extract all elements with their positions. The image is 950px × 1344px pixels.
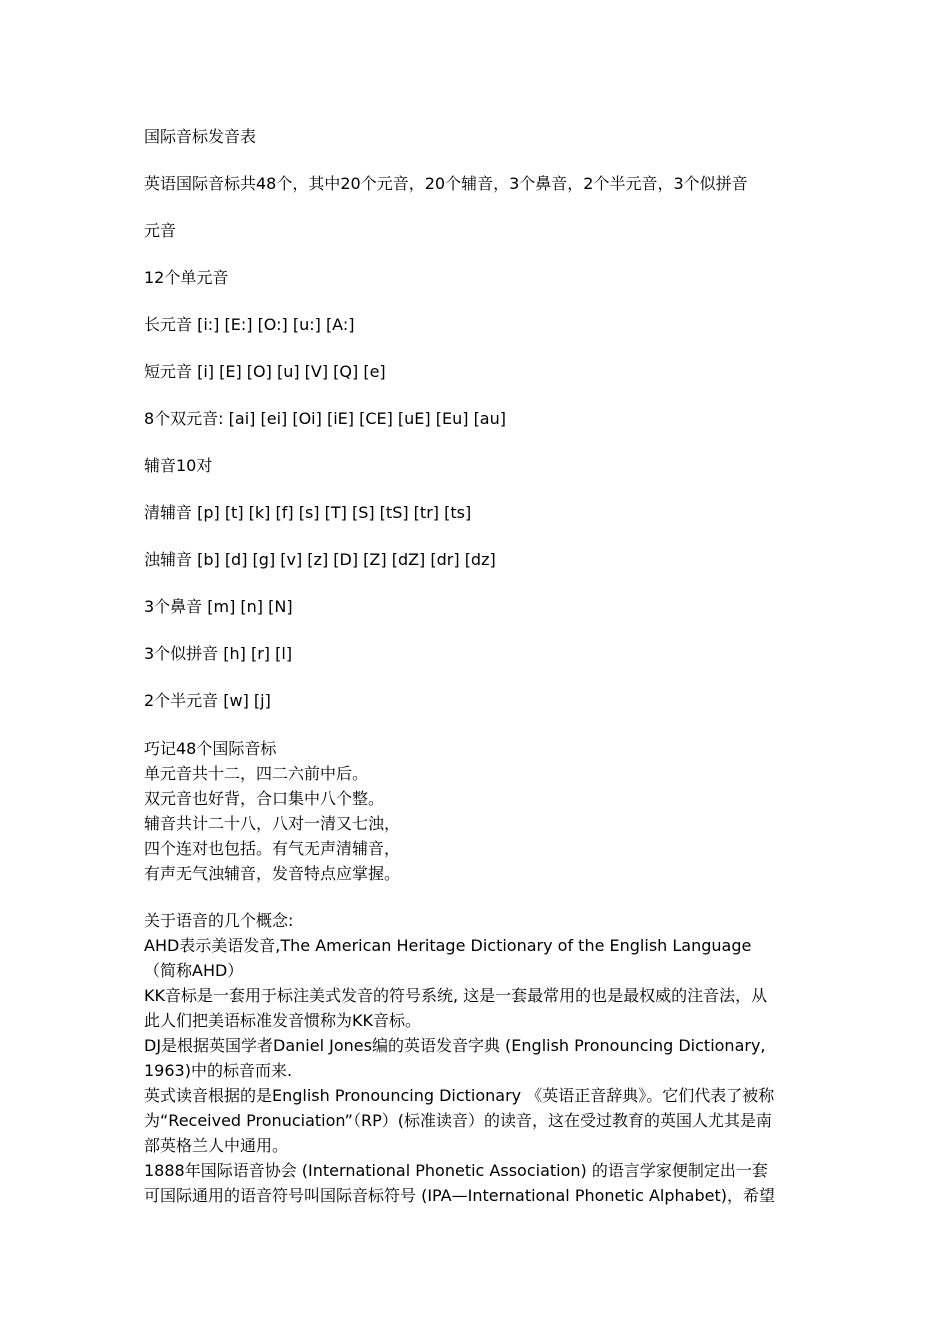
concepts-line: 此人们把美语标准发音惯称为KK音标。: [144, 1011, 421, 1030]
mnemonic-line: 有声无气浊辅音，发音特点应掌握。: [144, 864, 401, 883]
short-vowels-line: 短元音 [i] [E] [O] [u] [V] [Q] [e]: [144, 362, 386, 381]
concepts-line: 1963)中的标音而来.: [144, 1061, 293, 1080]
concepts-heading: 关于语音的几个概念:: [144, 911, 294, 930]
mnemonic-line: 四个连对也包括。有气无声清辅音，: [144, 839, 401, 858]
mnemonic-line: 双元音也好背，合口集中八个整。: [144, 789, 385, 808]
concepts-line: 英式读音根据的是English Pronouncing Dictionary 《英语正音辞典》。它们代表了被称: [144, 1086, 775, 1105]
document-title: 国际音标发音表: [144, 127, 257, 146]
mnemonic-heading: 巧记48个国际音标: [144, 739, 277, 758]
concepts-line: 为“Received Pronuciation”（RP）(标准读音）的读音，这在受过教育的英国人尤其是南: [144, 1111, 772, 1130]
diphthongs-line: 8个双元音: [ai] [ei] [Oi] [iE] [CE] [uE] [Eu] [au]: [144, 409, 506, 428]
consonant-pairs-heading: 辅音10对: [144, 456, 213, 475]
concepts-line: （简称AHD）: [144, 961, 244, 980]
concepts-line: 可国际通用的语音符号叫国际音标符号 (IPA—International Phonetic Alphabet)，希望: [144, 1186, 775, 1205]
mnemonic-line: 单元音共十二，四二六前中后。: [144, 764, 369, 783]
summary-text: 英语国际音标共48个，其中20个元音，20个辅音，3个鼻音，2个半元音，3个似拼音: [144, 174, 748, 193]
concepts-line: DJ是根据英国学者Daniel Jones编的英语发音字典 (English Pronouncing Dictionary,: [144, 1036, 766, 1055]
semivowels-line: 2个半元音 [w] [j]: [144, 691, 271, 710]
concepts-line: 部英格兰人中通用。: [144, 1136, 289, 1155]
voiced-consonants-line: 浊辅音 [b] [d] [g] [v] [z] [D] [Z] [dZ] [dr] [dz]: [144, 550, 496, 569]
vowels-heading: 元音: [144, 221, 177, 240]
concepts-line: AHD表示美语发音,The American Heritage Dictionary of the English Language: [144, 936, 752, 955]
long-vowels-line: 长元音 [i:] [E:] [O:] [u:] [A:]: [144, 315, 355, 334]
mnemonic-line: 辅音共计二十八，八对一清又七浊，: [144, 814, 401, 833]
concepts-line: 1888年国际语音协会 (International Phonetic Association) 的语言学家便制定出一套: [144, 1161, 768, 1180]
approximants-line: 3个似拼音 [h] [r] [l]: [144, 644, 293, 663]
monophthongs-heading: 12个单元音: [144, 268, 229, 287]
concepts-line: KK音标是一套用于标注美式发音的符号系统, 这是一套最常用的也是最权威的注音法，从: [144, 986, 768, 1005]
voiceless-consonants-line: 清辅音 [p] [t] [k] [f] [s] [T] [S] [tS] [tr] [ts]: [144, 503, 472, 522]
nasals-line: 3个鼻音 [m] [n] [N]: [144, 597, 293, 616]
